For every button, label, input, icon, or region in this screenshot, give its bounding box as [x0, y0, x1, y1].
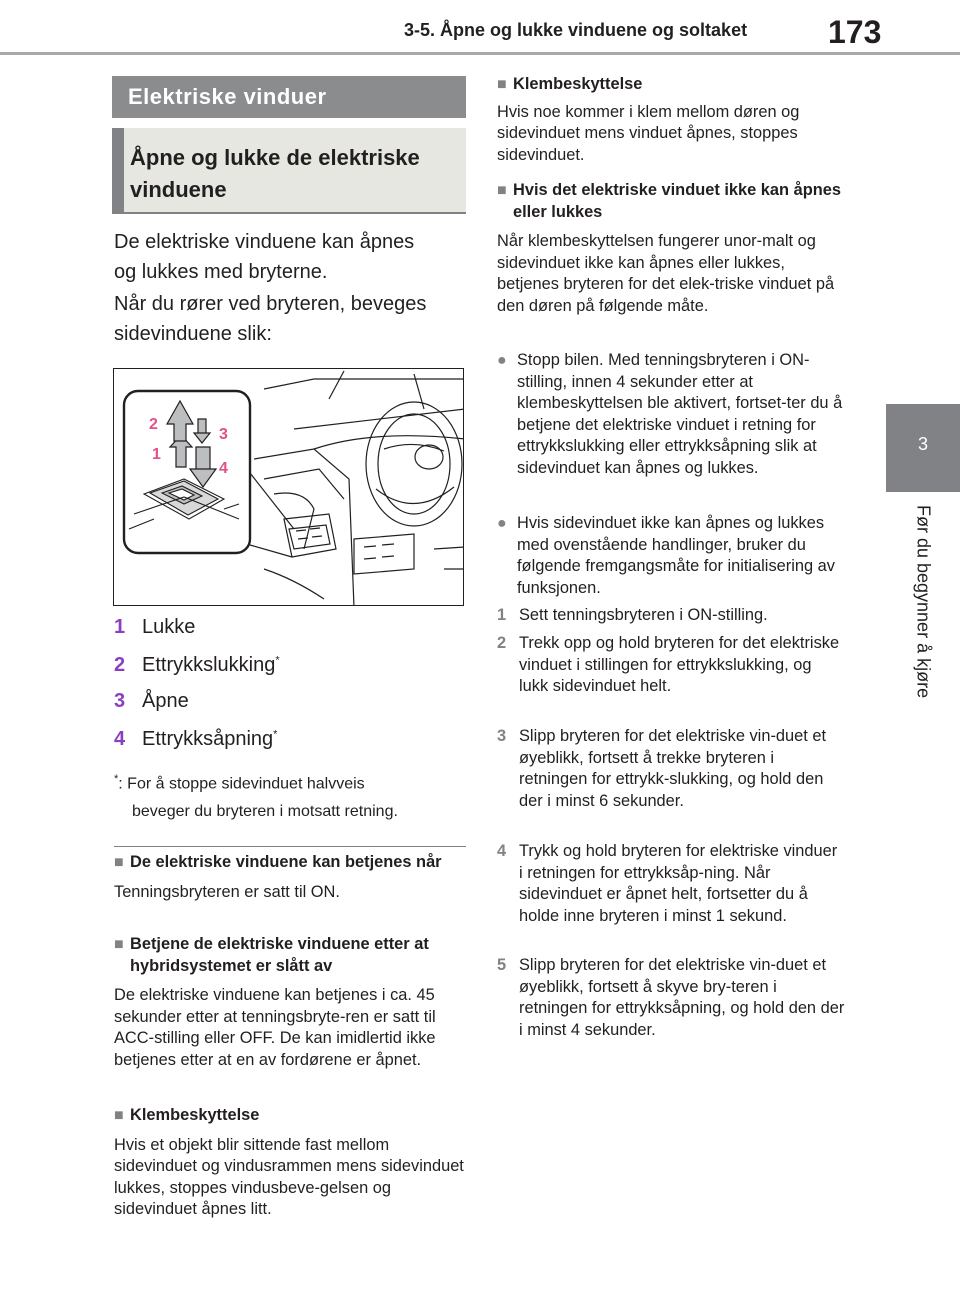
bullet-item — [497, 513, 849, 599]
subsection-title — [112, 128, 466, 214]
square-bullet-icon: ■ — [497, 182, 507, 199]
step-item — [493, 633, 845, 698]
step-text: Slipp bryteren for det elektriske vin-duet et øyeblikk, fortsett å skyve bry-teren i retningen for ettrykksåpning, og hold den der i minst 4 sekunder. — [519, 956, 845, 1039]
square-bullet-icon: ■ — [114, 854, 124, 871]
figure-label-4: 4 — [219, 460, 228, 477]
intro-line1: De elektriske vinduene kan åpnes — [114, 231, 415, 253]
figure-label-1: 1 — [152, 446, 161, 463]
info-block-cannot-open — [497, 180, 849, 317]
step-number: 2 — [497, 634, 507, 652]
window-switch-illustration — [113, 368, 464, 606]
square-bullet-icon: ■ — [497, 76, 507, 93]
step-text: Sett tenningsbryteren i ON-stilling. — [519, 606, 768, 624]
header-rule — [0, 52, 960, 55]
legend-number: 3 — [114, 690, 126, 712]
section-title: Elektriske vinduer — [112, 76, 466, 118]
legend-text: Åpne — [142, 690, 189, 712]
intro-line2: og lukkes med bryterne. — [114, 261, 328, 283]
step-text: Trekk opp og hold bryteren for det elektriske vinduet i stillingen for ettrykkslukking, og lukk sidevinduet helt. — [519, 634, 840, 695]
legend-text: Ettrykkslukking — [142, 654, 276, 676]
subsection-title-line2: vinduene — [130, 177, 227, 202]
info-block-after-off — [114, 934, 466, 1071]
legend-star: * — [275, 654, 280, 667]
circle-bullet-icon: ● — [497, 352, 507, 369]
legend-item — [114, 654, 280, 677]
step-item — [493, 841, 845, 927]
section-header: 3-5. Åpne og lukke vinduene og soltaket — [404, 20, 748, 40]
info-block-catch-protection — [497, 74, 849, 166]
legend-number: 2 — [114, 654, 126, 676]
step-number: 1 — [497, 606, 507, 624]
circle-bullet-icon: ● — [497, 515, 507, 532]
legend-number: 1 — [114, 616, 126, 638]
figure-label-3: 3 — [219, 426, 228, 443]
legend-item — [114, 616, 195, 639]
info-block-operation — [114, 852, 466, 903]
chapter-number: 3 — [917, 434, 928, 454]
footnote-line1: : For å stoppe sidevinduet halvveis — [118, 775, 365, 793]
chapter-label-text: Før du begynner å kjøre — [913, 505, 934, 699]
block-heading: Klembeskyttelse — [130, 1106, 260, 1124]
step-item — [493, 605, 845, 627]
block-text: Hvis et objekt blir sittende fast mellom sidevinduet og vindusrammen mens sidevinduet lukkes, stoppes vindusbeve-gelsen og sidevinduet åpnes litt. — [114, 1135, 464, 1218]
legend-text: Lukke — [142, 616, 196, 638]
intro-line3: Når du rører ved bryteren, beveges — [114, 293, 427, 315]
block-heading: De elektriske vinduene kan betjenes når — [130, 853, 442, 871]
legend-star: * — [273, 728, 278, 741]
square-bullet-icon: ■ — [114, 1107, 124, 1124]
page-number: 173 — [828, 14, 882, 50]
footnote — [114, 765, 466, 826]
bullet-text: Stopp bilen. Med tenningsbryteren i ON-stilling, innen 4 sekunder etter at klembeskyttelsen ble aktivert, fortset-ter du å betjene det elektriske vinduet i retning for ettrykkslukking eller ettrykksåpning slik at sidevinduet kan åpnes og lukkes. — [517, 351, 843, 477]
step-text: Slipp bryteren for det elektriske vin-duet et øyeblikk, fortsett å trekke bryteren i retningen for ettrykk-slukking, og hold den der i minst 6 sekunder. — [519, 727, 827, 810]
step-item — [493, 955, 845, 1041]
bullet-item — [497, 350, 849, 479]
block-text: Når klembeskyttelsen fungerer unor-malt og sidevinduet ikke kan åpnes eller lukkes, betjenes bryteren for det elek-triske vinduet på den døren på følgende måte. — [497, 232, 835, 315]
legend-number: 4 — [114, 728, 126, 750]
bullet-text: Hvis sidevinduet ikke kan åpnes og lukkes med ovenstående handlinger, bruker du følgende fremgangsmåte for initialisering av funksjonen. — [517, 514, 835, 597]
block-heading: Betjene de elektriske vinduene etter at hybridsystemet er slått av — [130, 935, 429, 975]
step-item — [493, 726, 845, 812]
subsection-title-line1: Åpne og lukke de elektriske — [130, 145, 420, 170]
info-block-jam-protection — [114, 1105, 466, 1221]
block-text: Hvis noe kommer i klem mellom døren og sidevinduet mens vinduet åpnes, stoppes sidevinduet. — [497, 102, 800, 164]
step-number: 3 — [497, 727, 507, 745]
square-bullet-icon: ■ — [114, 936, 124, 953]
block-heading: Klembeskyttelse — [513, 75, 643, 93]
legend-item — [114, 728, 277, 751]
block-text: De elektriske vinduene kan betjenes i ca. 45 sekunder etter at tenningsbryte-ren er satt til ACC-stilling eller OFF. De kan imidlertid ikke betjenes etter at en av fordørene er åpnet. — [114, 986, 436, 1069]
footnote-rule — [114, 846, 466, 847]
chapter-tab — [886, 404, 960, 492]
step-number: 4 — [497, 842, 507, 860]
block-heading: Hvis det elektriske vinduet ikke kan åpnes eller lukkes — [513, 181, 841, 221]
chapter-label — [905, 505, 941, 735]
footnote-line2: beveger du bryteren i motsatt retning. — [132, 803, 398, 821]
step-number: 5 — [497, 956, 507, 974]
step-text: Trykk og hold bryteren for elektriske vinduer i retningen for ettrykksåp-ning. Når sidevinduet er åpnet helt, fortsetter du å holde inne bryteren i minst 1 sekund. — [519, 842, 838, 925]
intro-line4: sidevinduene slik: — [114, 323, 272, 345]
block-text: Tenningsbryteren er satt til ON. — [114, 882, 340, 901]
legend-text: Ettrykksåpning — [142, 728, 274, 750]
figure-label-2: 2 — [149, 416, 158, 433]
illustration-drawing — [114, 369, 464, 606]
legend-item — [114, 690, 189, 713]
footnote-mark: * — [114, 773, 119, 785]
